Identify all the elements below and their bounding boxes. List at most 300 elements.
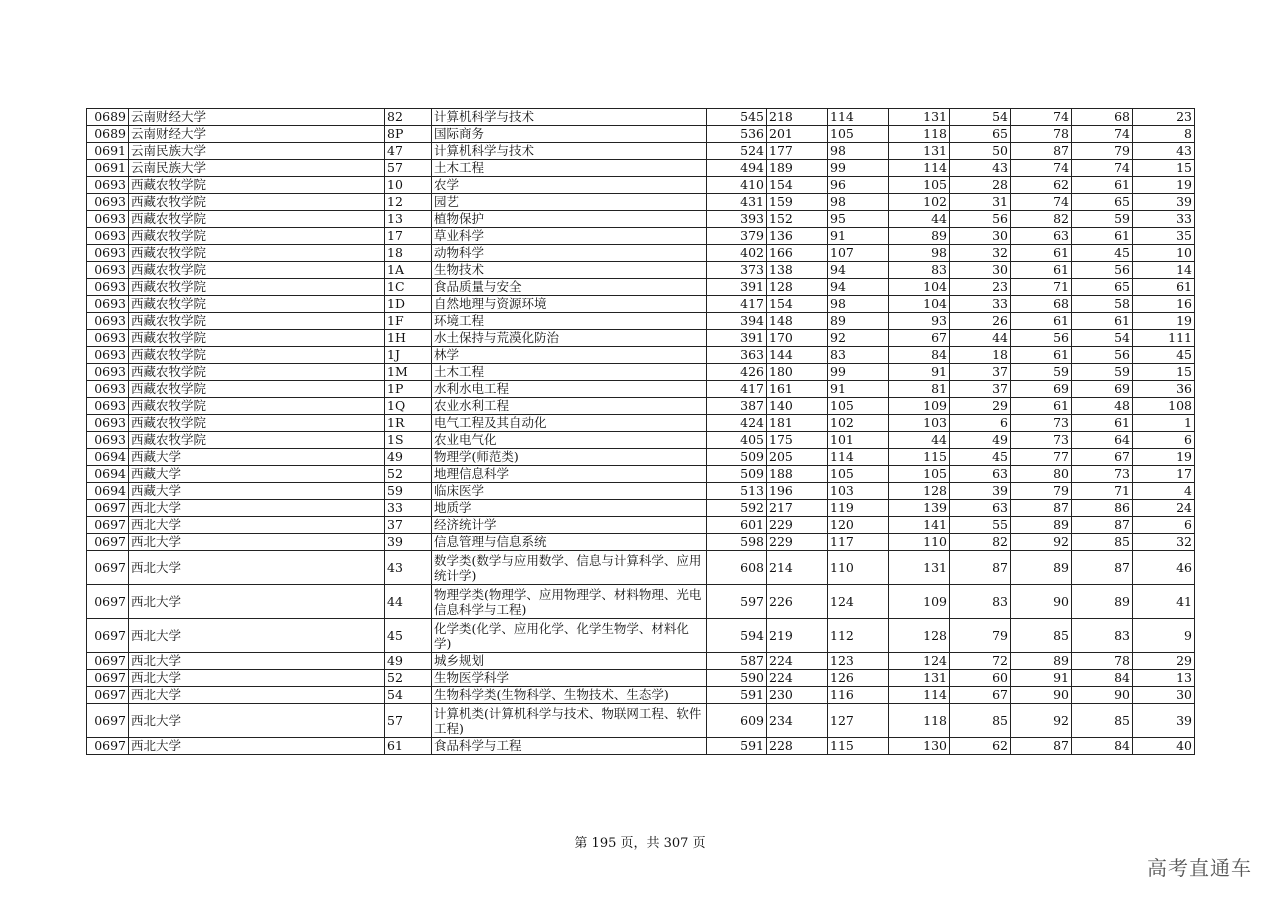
cell-value-5: 63 (950, 500, 1011, 517)
cell-value-8: 14 (1133, 262, 1195, 279)
cell-major-code: 13 (385, 211, 432, 228)
cell-value-6: 90 (1011, 585, 1072, 619)
cell-school-code: 0691 (87, 143, 129, 160)
table-row (87, 670, 1195, 687)
cell-value-6: 82 (1011, 211, 1072, 228)
cell-school-code: 0693 (87, 262, 129, 279)
cell-value-3: 103 (828, 483, 889, 500)
cell-value-3: 98 (828, 296, 889, 313)
cell-value-8: 35 (1133, 228, 1195, 245)
cell-school-code: 0697 (87, 738, 129, 755)
table-row (87, 347, 1195, 364)
cell-value-3: 116 (828, 687, 889, 704)
cell-school-name: 西藏农牧学院 (129, 177, 385, 194)
cell-school-code: 0693 (87, 432, 129, 449)
table-row (87, 432, 1195, 449)
cell-major-name: 农业电气化 (432, 432, 707, 449)
cell-value-2: 228 (767, 738, 828, 755)
cell-value-8: 4 (1133, 483, 1195, 500)
cell-school-name: 西藏农牧学院 (129, 364, 385, 381)
cell-value-3: 98 (828, 194, 889, 211)
cell-value-7: 87 (1072, 551, 1133, 585)
cell-value-5: 18 (950, 347, 1011, 364)
cell-value-1: 373 (707, 262, 767, 279)
cell-value-5: 39 (950, 483, 1011, 500)
cell-major-name: 园艺 (432, 194, 707, 211)
cell-value-2: 159 (767, 194, 828, 211)
cell-value-4: 110 (889, 534, 950, 551)
cell-value-2: 154 (767, 296, 828, 313)
cell-value-3: 110 (828, 551, 889, 585)
cell-value-3: 124 (828, 585, 889, 619)
cell-major-name: 水利水电工程 (432, 381, 707, 398)
cell-value-3: 83 (828, 347, 889, 364)
cell-value-4: 84 (889, 347, 950, 364)
cell-value-1: 426 (707, 364, 767, 381)
cell-value-7: 61 (1072, 177, 1133, 194)
cell-value-8: 39 (1133, 194, 1195, 211)
cell-value-6: 92 (1011, 704, 1072, 738)
cell-value-8: 40 (1133, 738, 1195, 755)
cell-school-name: 西北大学 (129, 517, 385, 534)
cell-value-4: 131 (889, 109, 950, 126)
cell-school-name: 西北大学 (129, 687, 385, 704)
cell-school-name: 西藏农牧学院 (129, 245, 385, 262)
cell-value-2: 152 (767, 211, 828, 228)
cell-school-name: 西藏农牧学院 (129, 296, 385, 313)
cell-value-4: 104 (889, 279, 950, 296)
cell-major-name: 计算机类(计算机科学与技术、物联网工程、软件工程) (432, 704, 707, 738)
cell-value-4: 44 (889, 211, 950, 228)
cell-major-name: 林学 (432, 347, 707, 364)
cell-school-code: 0693 (87, 279, 129, 296)
cell-value-8: 23 (1133, 109, 1195, 126)
cell-school-code: 0693 (87, 296, 129, 313)
cell-major-name: 地质学 (432, 500, 707, 517)
cell-value-1: 598 (707, 534, 767, 551)
cell-value-8: 6 (1133, 517, 1195, 534)
cell-value-4: 81 (889, 381, 950, 398)
cell-value-6: 74 (1011, 109, 1072, 126)
table-row (87, 262, 1195, 279)
table-row (87, 687, 1195, 704)
cell-value-3: 102 (828, 415, 889, 432)
cell-major-code: 39 (385, 534, 432, 551)
cell-value-3: 114 (828, 109, 889, 126)
cell-value-5: 65 (950, 126, 1011, 143)
cell-value-7: 85 (1072, 534, 1133, 551)
table-row (87, 500, 1195, 517)
cell-value-4: 124 (889, 653, 950, 670)
cell-school-name: 西北大学 (129, 534, 385, 551)
cell-value-5: 50 (950, 143, 1011, 160)
cell-value-2: 188 (767, 466, 828, 483)
cell-major-code: 49 (385, 449, 432, 466)
cell-value-4: 105 (889, 466, 950, 483)
table-row (87, 279, 1195, 296)
cell-value-7: 65 (1072, 279, 1133, 296)
cell-school-code: 0693 (87, 364, 129, 381)
cell-value-8: 6 (1133, 432, 1195, 449)
cell-value-4: 114 (889, 687, 950, 704)
cell-school-name: 西北大学 (129, 653, 385, 670)
cell-school-name: 西北大学 (129, 619, 385, 653)
cell-major-name: 生物技术 (432, 262, 707, 279)
cell-major-name: 计算机科学与技术 (432, 143, 707, 160)
cell-value-3: 94 (828, 279, 889, 296)
cell-value-8: 45 (1133, 347, 1195, 364)
cell-value-7: 84 (1072, 738, 1133, 755)
cell-school-code: 0697 (87, 704, 129, 738)
cell-value-1: 431 (707, 194, 767, 211)
table-body (87, 109, 1195, 755)
cell-value-8: 10 (1133, 245, 1195, 262)
cell-value-1: 594 (707, 619, 767, 653)
cell-value-4: 131 (889, 143, 950, 160)
cell-school-name: 西藏农牧学院 (129, 211, 385, 228)
cell-value-7: 45 (1072, 245, 1133, 262)
cell-value-7: 61 (1072, 313, 1133, 330)
cell-value-8: 15 (1133, 364, 1195, 381)
cell-value-1: 536 (707, 126, 767, 143)
cell-value-7: 74 (1072, 126, 1133, 143)
cell-school-name: 西藏农牧学院 (129, 194, 385, 211)
cell-value-2: 166 (767, 245, 828, 262)
cell-major-code: 1P (385, 381, 432, 398)
cell-school-code: 0697 (87, 670, 129, 687)
cell-value-3: 95 (828, 211, 889, 228)
cell-value-7: 54 (1072, 330, 1133, 347)
cell-school-code: 0697 (87, 551, 129, 585)
cell-value-2: 230 (767, 687, 828, 704)
cell-value-6: 89 (1011, 517, 1072, 534)
cell-value-1: 387 (707, 398, 767, 415)
cell-major-code: 1M (385, 364, 432, 381)
cell-school-name: 西北大学 (129, 670, 385, 687)
cell-value-4: 105 (889, 177, 950, 194)
cell-school-name: 西藏农牧学院 (129, 228, 385, 245)
cell-major-code: 43 (385, 551, 432, 585)
cell-value-5: 44 (950, 330, 1011, 347)
cell-value-3: 126 (828, 670, 889, 687)
cell-school-code: 0693 (87, 347, 129, 364)
cell-value-2: 180 (767, 364, 828, 381)
cell-value-7: 61 (1072, 415, 1133, 432)
cell-value-6: 92 (1011, 534, 1072, 551)
cell-major-name: 计算机科学与技术 (432, 109, 707, 126)
table-row (87, 449, 1195, 466)
cell-school-code: 0697 (87, 653, 129, 670)
cell-value-2: 154 (767, 177, 828, 194)
cell-school-code: 0693 (87, 211, 129, 228)
cell-major-name: 国际商务 (432, 126, 707, 143)
cell-major-code: 52 (385, 466, 432, 483)
cell-major-name: 经济统计学 (432, 517, 707, 534)
cell-value-4: 141 (889, 517, 950, 534)
table-row (87, 177, 1195, 194)
cell-value-8: 33 (1133, 211, 1195, 228)
cell-value-3: 99 (828, 364, 889, 381)
cell-value-7: 86 (1072, 500, 1133, 517)
cell-major-code: 54 (385, 687, 432, 704)
cell-value-1: 363 (707, 347, 767, 364)
cell-value-1: 597 (707, 585, 767, 619)
cell-value-5: 49 (950, 432, 1011, 449)
cell-value-7: 74 (1072, 160, 1133, 177)
table-row (87, 330, 1195, 347)
cell-value-8: 30 (1133, 687, 1195, 704)
cell-value-1: 509 (707, 449, 767, 466)
cell-value-4: 93 (889, 313, 950, 330)
cell-value-6: 89 (1011, 551, 1072, 585)
cell-value-7: 78 (1072, 653, 1133, 670)
cell-major-code: 33 (385, 500, 432, 517)
cell-value-1: 587 (707, 653, 767, 670)
table-row (87, 228, 1195, 245)
cell-value-5: 87 (950, 551, 1011, 585)
cell-value-3: 105 (828, 398, 889, 415)
cell-value-2: 234 (767, 704, 828, 738)
cell-value-4: 104 (889, 296, 950, 313)
table-row (87, 245, 1195, 262)
cell-major-code: 49 (385, 653, 432, 670)
cell-value-4: 109 (889, 585, 950, 619)
cell-value-5: 6 (950, 415, 1011, 432)
cell-school-name: 西藏大学 (129, 466, 385, 483)
cell-value-3: 92 (828, 330, 889, 347)
cell-value-5: 72 (950, 653, 1011, 670)
cell-major-name: 环境工程 (432, 313, 707, 330)
cell-value-7: 59 (1072, 211, 1133, 228)
cell-value-6: 73 (1011, 432, 1072, 449)
cell-major-code: 1J (385, 347, 432, 364)
cell-value-4: 131 (889, 670, 950, 687)
cell-value-6: 59 (1011, 364, 1072, 381)
cell-major-code: 1A (385, 262, 432, 279)
cell-value-2: 201 (767, 126, 828, 143)
cell-value-8: 29 (1133, 653, 1195, 670)
cell-value-8: 32 (1133, 534, 1195, 551)
cell-value-5: 31 (950, 194, 1011, 211)
cell-major-name: 自然地理与资源环境 (432, 296, 707, 313)
cell-value-6: 74 (1011, 160, 1072, 177)
cell-value-7: 89 (1072, 585, 1133, 619)
table-row (87, 381, 1195, 398)
cell-major-code: 1R (385, 415, 432, 432)
cell-value-4: 114 (889, 160, 950, 177)
cell-value-2: 136 (767, 228, 828, 245)
cell-value-2: 205 (767, 449, 828, 466)
cell-value-2: 181 (767, 415, 828, 432)
cell-school-code: 0693 (87, 313, 129, 330)
cell-value-3: 89 (828, 313, 889, 330)
cell-value-3: 117 (828, 534, 889, 551)
cell-value-7: 90 (1072, 687, 1133, 704)
cell-school-name: 云南财经大学 (129, 109, 385, 126)
table-row (87, 483, 1195, 500)
cell-value-4: 44 (889, 432, 950, 449)
cell-value-5: 67 (950, 687, 1011, 704)
cell-value-4: 115 (889, 449, 950, 466)
cell-major-name: 生物科学类(生物科学、生物技术、生态学) (432, 687, 707, 704)
cell-major-code: 18 (385, 245, 432, 262)
cell-school-name: 西藏农牧学院 (129, 347, 385, 364)
cell-value-2: 148 (767, 313, 828, 330)
cell-value-7: 85 (1072, 704, 1133, 738)
cell-value-1: 424 (707, 415, 767, 432)
cell-school-name: 西藏大学 (129, 483, 385, 500)
table-row (87, 143, 1195, 160)
cell-school-code: 0693 (87, 398, 129, 415)
cell-school-name: 西北大学 (129, 585, 385, 619)
cell-value-5: 32 (950, 245, 1011, 262)
cell-value-4: 102 (889, 194, 950, 211)
cell-value-3: 101 (828, 432, 889, 449)
cell-major-name: 信息管理与信息系统 (432, 534, 707, 551)
cell-value-2: 218 (767, 109, 828, 126)
cell-school-code: 0694 (87, 449, 129, 466)
cell-major-code: 12 (385, 194, 432, 211)
cell-value-3: 119 (828, 500, 889, 517)
cell-school-code: 0697 (87, 585, 129, 619)
cell-value-3: 105 (828, 126, 889, 143)
cell-value-6: 91 (1011, 670, 1072, 687)
cell-value-2: 226 (767, 585, 828, 619)
cell-value-7: 58 (1072, 296, 1133, 313)
cell-value-5: 28 (950, 177, 1011, 194)
cell-major-code: 57 (385, 160, 432, 177)
cell-value-1: 391 (707, 330, 767, 347)
cell-school-code: 0697 (87, 517, 129, 534)
cell-value-6: 79 (1011, 483, 1072, 500)
cell-major-name: 物理学(师范类) (432, 449, 707, 466)
cell-major-name: 地理信息科学 (432, 466, 707, 483)
cell-school-code: 0691 (87, 160, 129, 177)
cell-value-7: 87 (1072, 517, 1133, 534)
cell-school-name: 西北大学 (129, 500, 385, 517)
cell-major-code: 82 (385, 109, 432, 126)
cell-value-6: 61 (1011, 398, 1072, 415)
cell-value-3: 120 (828, 517, 889, 534)
cell-value-7: 83 (1072, 619, 1133, 653)
cell-school-name: 西藏农牧学院 (129, 398, 385, 415)
cell-school-code: 0693 (87, 381, 129, 398)
cell-value-1: 590 (707, 670, 767, 687)
cell-school-code: 0697 (87, 534, 129, 551)
cell-value-3: 91 (828, 381, 889, 398)
cell-school-code: 0694 (87, 466, 129, 483)
cell-value-7: 73 (1072, 466, 1133, 483)
cell-value-4: 91 (889, 364, 950, 381)
cell-value-4: 89 (889, 228, 950, 245)
table-row (87, 534, 1195, 551)
cell-value-7: 59 (1072, 364, 1133, 381)
cell-major-code: 10 (385, 177, 432, 194)
cell-school-name: 西北大学 (129, 704, 385, 738)
cell-value-5: 54 (950, 109, 1011, 126)
cell-major-code: 59 (385, 483, 432, 500)
table-row (87, 653, 1195, 670)
cell-value-4: 118 (889, 126, 950, 143)
cell-major-code: 45 (385, 619, 432, 653)
cell-value-5: 23 (950, 279, 1011, 296)
cell-value-2: 214 (767, 551, 828, 585)
cell-school-code: 0693 (87, 177, 129, 194)
cell-major-code: 1Q (385, 398, 432, 415)
cell-value-8: 1 (1133, 415, 1195, 432)
cell-value-6: 77 (1011, 449, 1072, 466)
cell-school-name: 西藏大学 (129, 449, 385, 466)
cell-value-3: 94 (828, 262, 889, 279)
cell-value-5: 43 (950, 160, 1011, 177)
cell-value-6: 56 (1011, 330, 1072, 347)
cell-major-code: 1D (385, 296, 432, 313)
cell-value-2: 144 (767, 347, 828, 364)
cell-school-name: 西藏农牧学院 (129, 313, 385, 330)
cell-value-4: 103 (889, 415, 950, 432)
table-row (87, 109, 1195, 126)
cell-school-code: 0689 (87, 109, 129, 126)
cell-value-8: 36 (1133, 381, 1195, 398)
cell-value-7: 65 (1072, 194, 1133, 211)
cell-value-8: 16 (1133, 296, 1195, 313)
cell-major-code: 57 (385, 704, 432, 738)
cell-school-name: 云南财经大学 (129, 126, 385, 143)
table-row (87, 551, 1195, 585)
cell-value-6: 78 (1011, 126, 1072, 143)
cell-value-6: 63 (1011, 228, 1072, 245)
cell-value-2: 224 (767, 653, 828, 670)
cell-value-5: 85 (950, 704, 1011, 738)
cell-value-5: 62 (950, 738, 1011, 755)
cell-value-1: 545 (707, 109, 767, 126)
cell-value-3: 98 (828, 143, 889, 160)
table-row (87, 517, 1195, 534)
cell-value-2: 224 (767, 670, 828, 687)
cell-major-code: 47 (385, 143, 432, 160)
cell-value-5: 26 (950, 313, 1011, 330)
cell-value-1: 509 (707, 466, 767, 483)
cell-major-code: 44 (385, 585, 432, 619)
table-row (87, 296, 1195, 313)
cell-school-name: 西北大学 (129, 551, 385, 585)
cell-school-name: 西藏农牧学院 (129, 262, 385, 279)
cell-value-1: 405 (707, 432, 767, 449)
cell-value-8: 19 (1133, 449, 1195, 466)
cell-school-name: 西藏农牧学院 (129, 381, 385, 398)
table-row (87, 704, 1195, 738)
cell-school-name: 西藏农牧学院 (129, 279, 385, 296)
cell-value-5: 60 (950, 670, 1011, 687)
cell-value-2: 196 (767, 483, 828, 500)
cell-value-7: 67 (1072, 449, 1133, 466)
table-row (87, 313, 1195, 330)
cell-value-1: 591 (707, 687, 767, 704)
cell-value-4: 139 (889, 500, 950, 517)
cell-value-6: 87 (1011, 500, 1072, 517)
cell-major-name: 土木工程 (432, 364, 707, 381)
cell-value-3: 105 (828, 466, 889, 483)
page-number: 第 195 页，共 307 页 (574, 836, 706, 851)
cell-value-6: 61 (1011, 245, 1072, 262)
cell-value-1: 393 (707, 211, 767, 228)
cell-school-code: 0697 (87, 619, 129, 653)
cell-value-6: 87 (1011, 738, 1072, 755)
cell-value-3: 123 (828, 653, 889, 670)
cell-major-name: 食品科学与工程 (432, 738, 707, 755)
cell-value-4: 118 (889, 704, 950, 738)
cell-value-3: 99 (828, 160, 889, 177)
